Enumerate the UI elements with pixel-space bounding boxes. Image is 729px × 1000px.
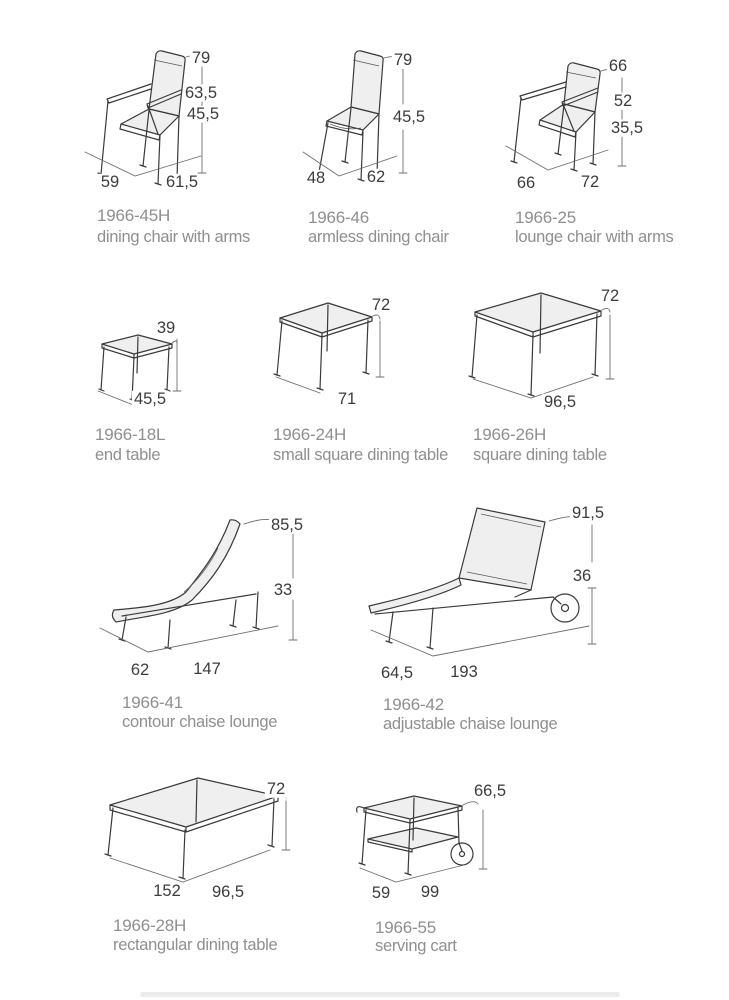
product-code: 1966-25	[515, 208, 576, 227]
product-description: armless dining chair	[308, 228, 449, 246]
product-1966-24h	[270, 285, 470, 480]
dim-label: 72	[580, 172, 600, 191]
dim-label: 85,5	[270, 515, 304, 534]
dim-label: 99	[420, 882, 440, 901]
dim-label: 52	[613, 91, 633, 110]
product-code: 1966-55	[375, 918, 436, 937]
dim-label: 96,5	[211, 882, 245, 901]
dim-label: 33	[273, 580, 293, 599]
product-1966-46	[295, 40, 495, 255]
product-1966-41	[90, 500, 330, 745]
scan-shadow-artifact	[140, 992, 620, 997]
dim-label: 193	[450, 662, 478, 681]
dim-label: 147	[193, 659, 221, 678]
dim-label: 39	[156, 318, 176, 337]
product-description: rectangular dining table	[113, 936, 278, 954]
dim-label: 36	[572, 566, 592, 585]
product-code: 1966-46	[308, 208, 369, 227]
product-1966-28h	[90, 770, 330, 970]
dim-label: 66	[608, 56, 628, 75]
end-table-drawing	[90, 295, 280, 420]
product-1966-18l	[90, 295, 280, 480]
dim-label: 59	[371, 883, 391, 902]
dim-label: 45,5	[392, 107, 426, 126]
dim-label: 71	[337, 389, 357, 408]
product-1966-25	[500, 40, 715, 255]
dim-label: 61,5	[165, 172, 199, 191]
product-description: small square dining table	[273, 446, 449, 464]
square-dining-table-drawing	[465, 285, 695, 415]
rectangular-dining-table-drawing	[90, 770, 330, 902]
product-description: dining chair with arms	[97, 228, 250, 246]
product-code: 1966-26H	[473, 425, 547, 444]
product-code: 1966-24H	[273, 425, 347, 444]
product-1966-55	[350, 770, 540, 970]
dim-label: 96,5	[543, 392, 577, 411]
product-1966-45h	[55, 40, 285, 255]
dim-label: 66,5	[473, 781, 507, 800]
dim-label: 62	[130, 660, 150, 679]
product-description: serving cart	[375, 937, 457, 955]
dim-label: 35,5	[610, 118, 644, 137]
dim-label: 64,5	[380, 663, 414, 682]
product-description: square dining table	[473, 446, 607, 464]
dim-label: 79	[393, 50, 413, 69]
product-1966-42	[355, 490, 635, 745]
dim-label: 45,5	[186, 104, 220, 123]
dim-label: 63,5	[184, 83, 218, 102]
product-description: end table	[95, 446, 161, 464]
product-code: 1966-45H	[97, 206, 171, 225]
product-1966-26h	[465, 285, 695, 480]
dim-label: 48	[306, 168, 326, 187]
product-description: adjustable chaise lounge	[383, 715, 558, 733]
dim-label: 72	[600, 286, 620, 305]
product-description: contour chaise lounge	[122, 713, 278, 731]
dim-label: 79	[191, 48, 211, 67]
dim-label: 72	[266, 779, 286, 798]
product-code: 1966-42	[383, 695, 444, 714]
dim-label: 72	[371, 295, 391, 314]
dim-label: 62	[366, 167, 386, 186]
product-code: 1966-18L	[95, 425, 166, 444]
dim-label: 59	[100, 172, 120, 191]
product-description: lounge chair with arms	[515, 228, 674, 246]
dim-label: 91,5	[571, 503, 605, 522]
product-code: 1966-41	[122, 693, 183, 712]
dim-label: 66	[516, 173, 536, 192]
product-code: 1966-28H	[113, 916, 187, 935]
dim-label: 45,5	[133, 389, 167, 408]
dim-label: 152	[153, 881, 181, 900]
serving-cart-drawing	[350, 770, 540, 890]
